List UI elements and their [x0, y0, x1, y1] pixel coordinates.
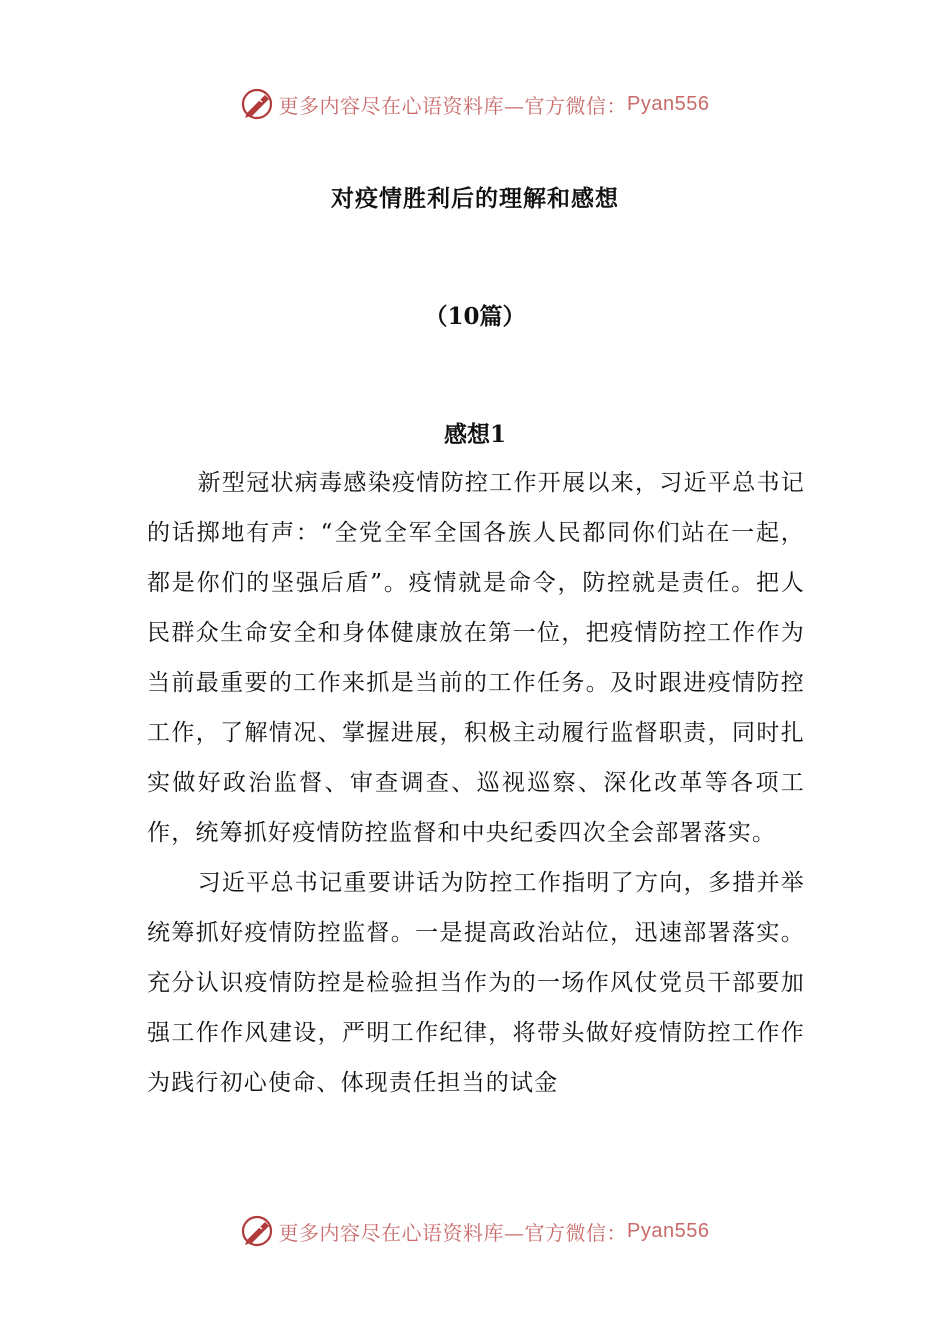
wechat-id: Pyan556 — [627, 1219, 710, 1242]
body-text — [147, 458, 805, 1108]
footer-banner — [0, 1211, 950, 1251]
header-banner — [0, 84, 950, 124]
pen-logo-icon — [241, 1214, 275, 1248]
banner-text: 更多内容尽在心语资料库—官方微信： — [278, 1220, 628, 1245]
document-title: 对疫情胜利后的理解和感想 — [331, 185, 619, 212]
paragraph: 习近平总书记重要讲话为防控工作指明了方向，多措并举统筹抓好疫情防控监督。一是提高政治站位，迅速部署落实。充分认识疫情防控是检验担当作为的一场作风仗党员干部要加强工作作风建设，严明工作纪律，将带头做好疫情防控工作作为践行初心使命、体现责任担当的试金 — [147, 870, 805, 1096]
paragraph: 新型冠状病毒感染疫情防控工作开展以来，习近平总书记的话掷地有声：“全党全军全国各族人民都同你们站在一起，都是你们的坚强后盾”。疫情就是命令，防控就是责任。把人民群众生命安全和身体健康放在第一位，把疫情防控工作作为当前最重要的工作来抓是当前的工作任务。及时跟进疫情防控工作，了解情况、掌握进展，积极主动履行监督职责，同时扎实做好政治监督、审查调查、巡视巡察、深化改革等各项工作，统筹抓好疫情防控监督和中央纪委四次全会部署落实。 — [147, 470, 805, 846]
section-heading: 感想1 — [443, 421, 506, 448]
pen-logo-icon — [241, 87, 275, 121]
banner-text: 更多内容尽在心语资料库—官方微信： — [278, 93, 628, 118]
wechat-id: Pyan556 — [627, 92, 710, 115]
document-subtitle: （10篇） — [424, 303, 526, 330]
